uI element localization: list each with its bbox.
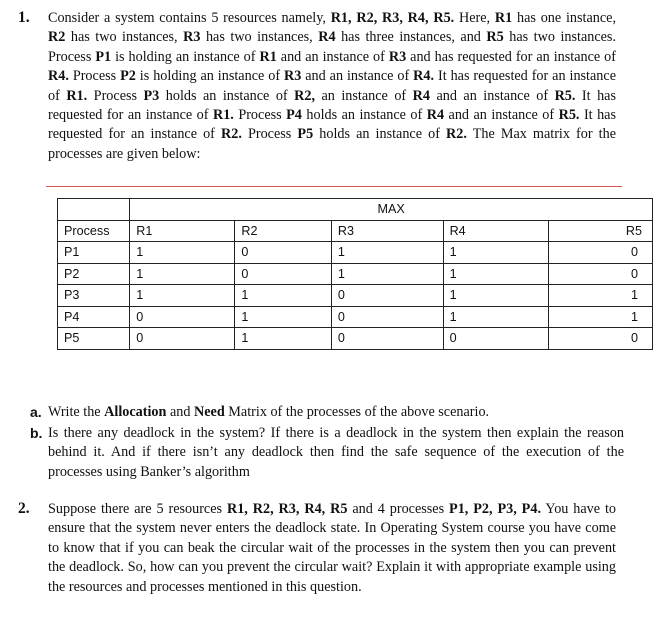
subquestion-a: [30, 403, 624, 422]
table-row: P2 1 0 1 1 0: [58, 263, 653, 285]
question-1-number: 1.: [18, 9, 30, 26]
table-row: P4 0 1 0 1 1: [58, 306, 653, 328]
header-r3: R3: [331, 220, 443, 242]
table-row: P5 0 1 0 0 0: [58, 328, 653, 350]
subquestion-a-text: Write the Allocation and Need Matrix of the processes of the above scenario.: [48, 404, 490, 420]
question-2-number: 2.: [18, 500, 30, 517]
header-r1: R1: [130, 220, 235, 242]
question-1-text: Consider a system contains 5 resources namely, R1, R2, R3, R4, R5. Here, R1 has one instance, R2 has two instances, R3 has two instances, R4 has three instances, and R5 has two instances. Process P1 is holding an instance of R1 and an instance of R3 and has requested for an instance of R4. Process P2 is holding an instance of R3 and an instance of R4. It has requested for an instance of R1. Process P3 holds an instance of R2, an instance of R4 and an instance of R5. It has requested for an instance of R1. Process P4 holds an instance of R4 and an instance of R5. It has requested for an instance of R2. Process P5 holds an instance of R2. The Max matrix for the processes are given below:: [48, 10, 616, 162]
max-matrix-table: [57, 198, 653, 350]
header-r5: R5: [548, 220, 652, 242]
header-process: Process: [58, 220, 130, 242]
subquestion-b-text: Is there any deadlock in the system? If there is a deadlock in the system then explain the reason behind it. And if there isn’t any deadlock then find the safe sequence of the execution of the processes using Banker’s algorithm: [48, 425, 624, 480]
max-title: MAX: [130, 199, 653, 221]
header-r4: R4: [443, 220, 548, 242]
subquestion-b: [30, 424, 624, 482]
table-row: P1 1 0 1 1 0: [58, 242, 653, 264]
header-r2: R2: [235, 220, 332, 242]
question-2: [18, 500, 616, 597]
red-divider: [46, 186, 622, 187]
question-1: [18, 9, 616, 164]
table-title-row: [58, 199, 653, 221]
table-row: P3 1 1 0 1 1: [58, 285, 653, 307]
table-header-row: [58, 220, 653, 242]
subquestion-b-label: b.: [30, 425, 43, 441]
question-2-text: Suppose there are 5 resources R1, R2, R3, R4, R5 and 4 processes P1, P2, P3, P4. You have to ensure that the system never enters the deadlock state. In Operating System course you have come to know that if you can beak the circular wait of the processes in the system then you can prevent the deadlock. So, how can you prevent the circular wait? Explain it with appropriate example using the resources and processes mentioned in this question.: [48, 501, 617, 595]
subquestion-a-label: a.: [30, 404, 42, 420]
